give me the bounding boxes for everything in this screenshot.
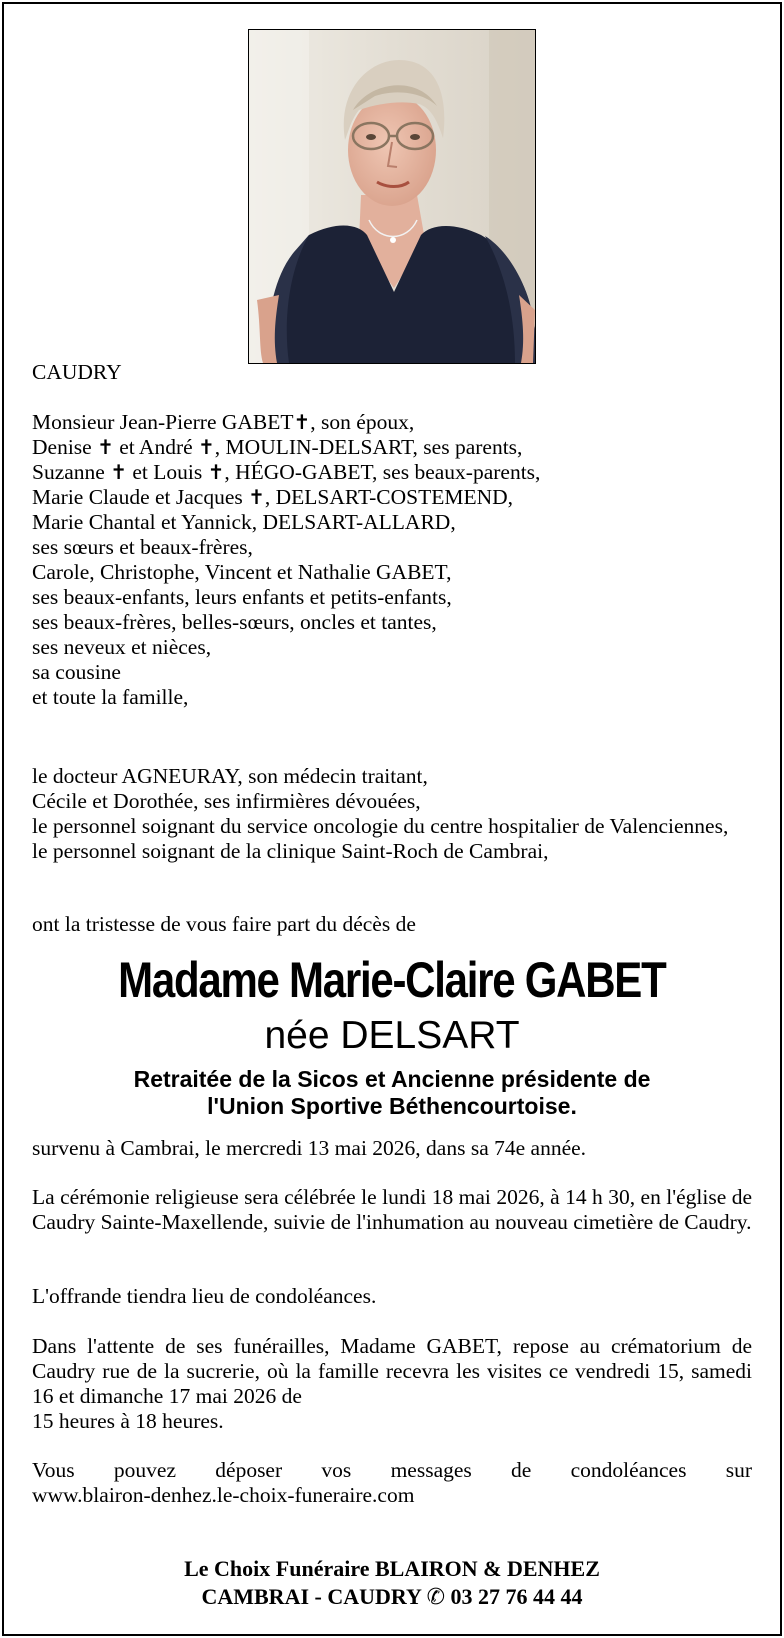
ceremony-text: La cérémonie religieuse sera célébrée le lundi 18 mai 2026, à 14 h 30, en l'église de Caudry Sainte-Maxellende, suivie de l'inhumation au nouveau cimetière de Caudry. [32, 1185, 752, 1234]
visits-text: Dans l'attente de ses funérailles, Madame GABET, repose au crématorium de Caudry rue de la sucrerie, où la famille recevra les visites ce vendredi 15, samedi 16 et dimanche 17 mai 2026 de [32, 1334, 752, 1408]
announcement [32, 912, 752, 937]
funeral-home [0, 1555, 784, 1612]
ceremony [32, 1185, 752, 1235]
role-line: Retraitée de la Sicos et Ancienne présidente de [133, 1066, 651, 1092]
death-info-text: survenu à Cambrai, le mercredi 13 mai 2026, dans sa 74e année. [32, 1136, 587, 1160]
family-line [32, 485, 752, 510]
cross-icon: ✝ [198, 435, 215, 459]
deceased-name [0, 950, 784, 1010]
medical-list [32, 764, 752, 864]
medical-line: le personnel soignant de la clinique Saint-Roch de Cambrai, [32, 839, 549, 863]
family-line: Marie Chantal et Yannick, DELSART-ALLARD, [32, 510, 456, 534]
condolences-url[interactable]: www.blairon-denhez.le-choix-funeraire.com [32, 1483, 415, 1507]
town-name: CAUDRY [32, 360, 122, 384]
family-line [32, 435, 752, 460]
cross-icon: ✝ [110, 460, 127, 484]
medical-line: le personnel soignant du service oncologie du centre hospitalier de Valenciennes, [32, 814, 729, 838]
family-text: , HÉGO-GABET, ses beaux-parents, [224, 460, 541, 484]
cross-icon: ✝ [248, 485, 265, 509]
town-heading [32, 360, 752, 385]
portrait-photo [248, 29, 536, 364]
family-line: ses neveux et nièces, [32, 635, 212, 659]
family-list [32, 410, 752, 710]
death-info [32, 1136, 752, 1161]
family-line: et toute la famille, [32, 685, 189, 709]
cross-icon: ✝ [97, 435, 114, 459]
funeral-home-contact [0, 1583, 784, 1612]
cross-icon: ✝ [207, 460, 225, 484]
family-line: Carole, Christophe, Vincent et Nathalie GABET, [32, 560, 452, 584]
family-text: , son époux, [310, 410, 415, 434]
family-line: ses beaux-enfants, leurs enfants et petits-enfants, [32, 585, 452, 609]
visits-hours: 15 heures à 18 heures. [32, 1409, 224, 1433]
family-text: Monsieur Jean-Pierre GABET [32, 410, 294, 434]
medical-line: Cécile et Dorothée, ses infirmières dévouées, [32, 789, 421, 813]
deceased-role [0, 1066, 784, 1120]
condolences [32, 1458, 752, 1508]
phone-number[interactable]: 03 27 76 44 44 [445, 1584, 583, 1609]
offering [32, 1284, 752, 1309]
family-text: et Louis [126, 460, 208, 484]
deceased-name-text: Madame Marie-Claire GABET [118, 952, 666, 1008]
family-line [32, 460, 752, 485]
family-text: Suzanne [32, 460, 111, 484]
cross-icon: ✝ [293, 410, 311, 434]
phone-icon: ✆ [426, 1585, 446, 1610]
funeral-home-location: CAMBRAI - CAUDRY [201, 1584, 427, 1609]
maiden-name: née DELSART [264, 1014, 520, 1057]
family-line: ses beaux-frères, belles-sœurs, oncles et tantes, [32, 610, 437, 634]
condolences-text: Vous pouvez déposer vos messages de condoléances sur [32, 1458, 752, 1482]
family-line: sa cousine [32, 660, 121, 684]
medical-line: le docteur AGNEURAY, son médecin traitant, [32, 764, 428, 788]
offering-text: L'offrande tiendra lieu de condoléances. [32, 1284, 377, 1308]
family-line [32, 410, 752, 435]
family-text: , DELSART-COSTEMEND, [264, 485, 514, 509]
announcement-text: ont la tristesse de vous faire part du décès de [32, 912, 416, 936]
visits [32, 1334, 752, 1434]
role-line: l'Union Sportive Béthencourtoise. [207, 1093, 577, 1119]
family-text: , MOULIN-DELSART, ses parents, [214, 435, 523, 459]
family-text: Denise [32, 435, 98, 459]
family-text: Marie Claude et Jacques [32, 485, 249, 509]
family-text: et André [113, 435, 199, 459]
family-line: ses sœurs et beaux-frères, [32, 535, 253, 559]
funeral-home-name: Le Choix Funéraire BLAIRON & DENHEZ [184, 1556, 600, 1581]
